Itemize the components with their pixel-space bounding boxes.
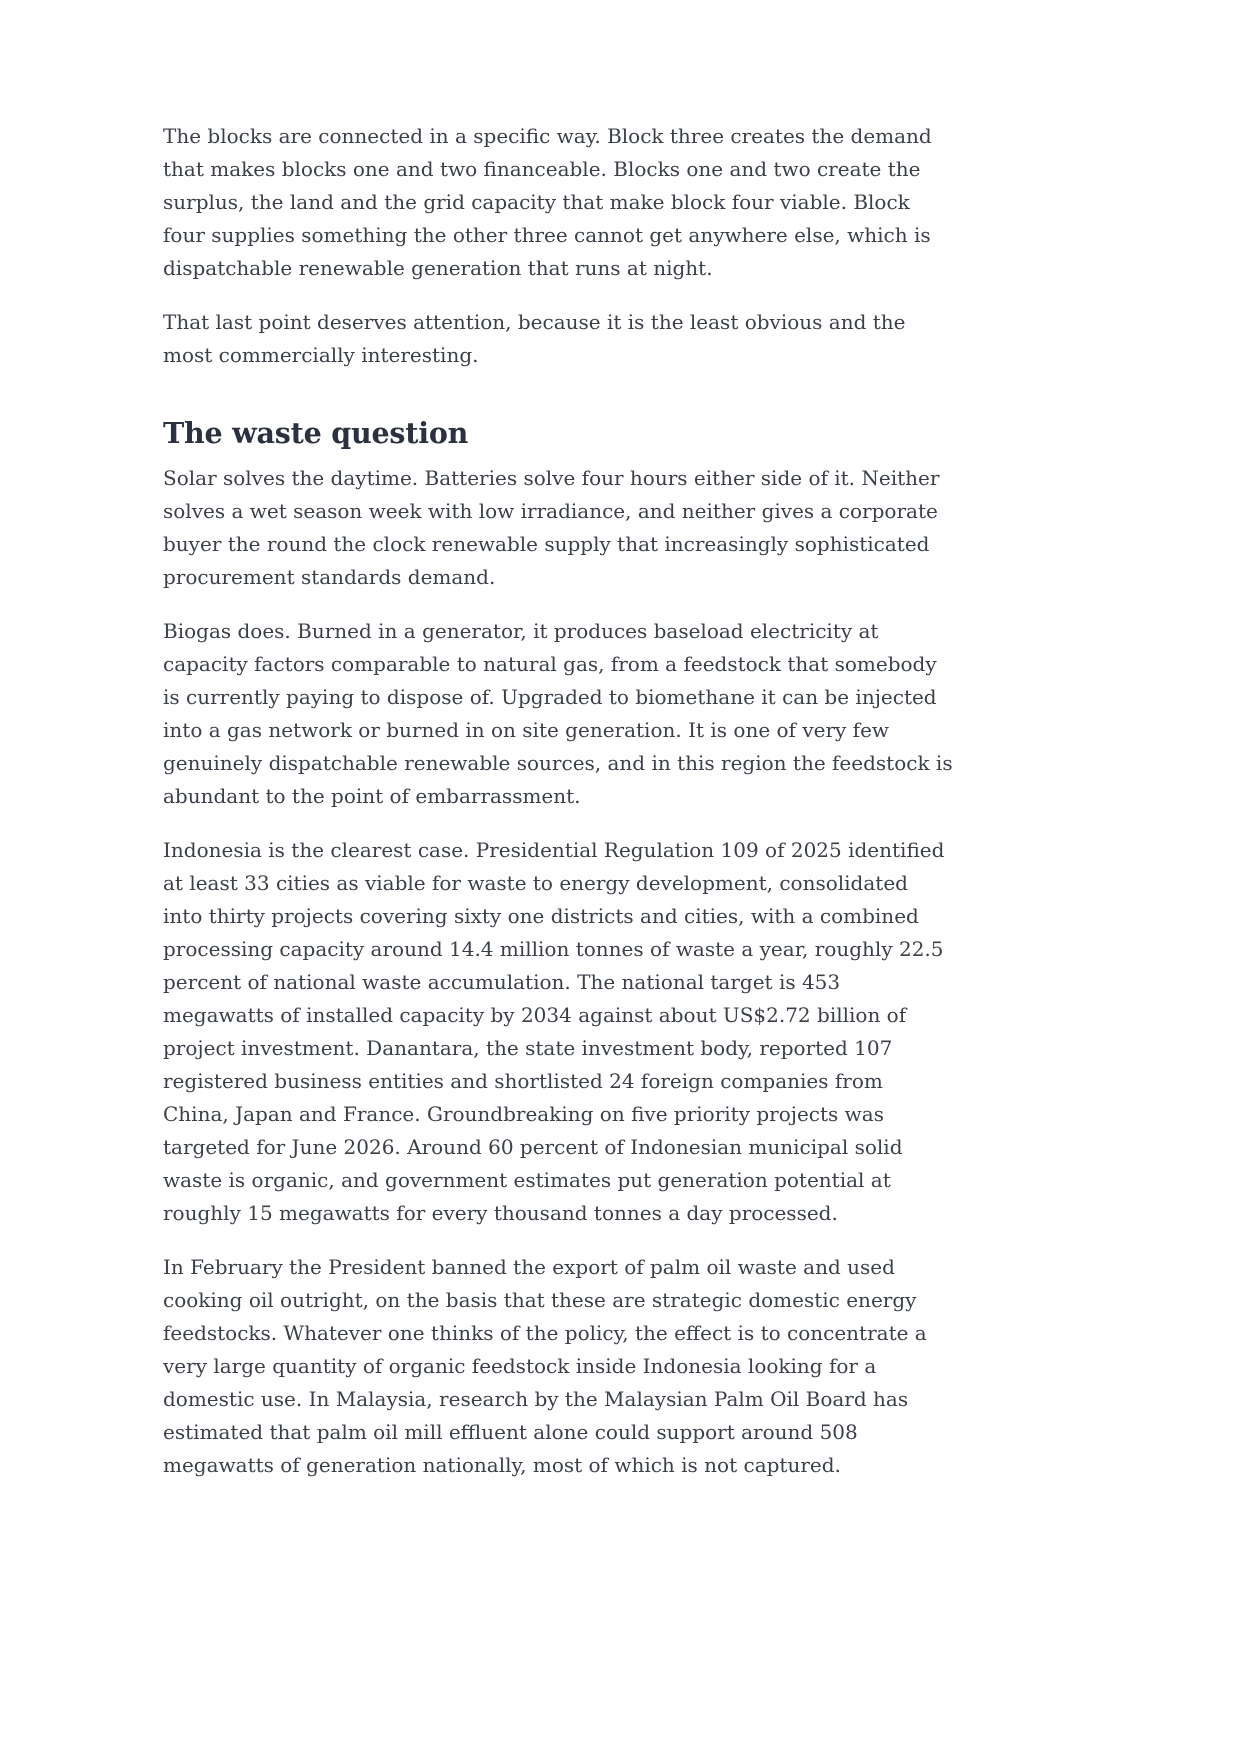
paragraph-indonesia: Indonesia is the clearest case. Presidential Regulation 109 of 2025 identified at least 33 cities as viable for waste to energy development, consolidated into thirty projects covering sixty one districts and cities, with a combined processing capacity around 14.4 million tonnes of waste a year, roughly 22.5 percent of national waste accumulation. The national target is 453 megawatts of installed capacity by 2034 against about US$2.72 billion of project investment. Danantara, the state investment body, reported 107 registered business entities and shortlisted 24 foreign companies from China, Japan and France. Groundbreaking on five priority projects was targeted for June 2026. Around 60 percent of Indonesian municipal solid waste is organic, and government estimates put generation potential at roughly 15 megawatts for every thousand tonnes a day processed. [163,838,945,1225]
section-heading: The waste question [163,416,469,450]
paragraph-last-point: That last point deserves attention, because it is the least obvious and the most commercially interesting. [163,310,906,367]
article-body [163,120,953,1503]
paragraph-biogas: Biogas does. Burned in a generator, it produces baseload electricity at capacity factors comparable to natural gas, from a feedstock that somebody is currently paying to dispose of. Upgraded to biomethane it can be injected into a gas network or burned in on site generation. It is one of very few genuinely dispatchable renewable sources, and in this region the feedstock is abundant to the point of embarrassment. [163,619,953,808]
paragraph-solar: Solar solves the daytime. Batteries solve four hours either side of it. Neither solves a wet season week with low irradiance, and neither gives a corporate buyer the round the clock renewable supply that increasingly sophisticated procurement standards demand. [163,466,940,589]
paragraph-blocks-connected: The blocks are connected in a specific way. Block three creates the demand that makes blocks one and two financeable. Blocks one and two create the surplus, the land and the grid capacity that make block four viable. Block four supplies something the other three cannot get anywhere else, which is dispatchable renewable generation that runs at night. [163,124,932,280]
paragraph-february-ban: In February the President banned the export of palm oil waste and used cooking oil outright, on the basis that these are strategic domestic energy feedstocks. Whatever one thinks of the policy, the effect is to concentrate a very large quantity of organic feedstock inside Indonesia looking for a domestic use. In Malaysia, research by the Malaysian Palm Oil Board has estimated that palm oil mill effluent alone could support around 508 megawatts of generation nationally, most of which is not captured. [163,1255,927,1477]
